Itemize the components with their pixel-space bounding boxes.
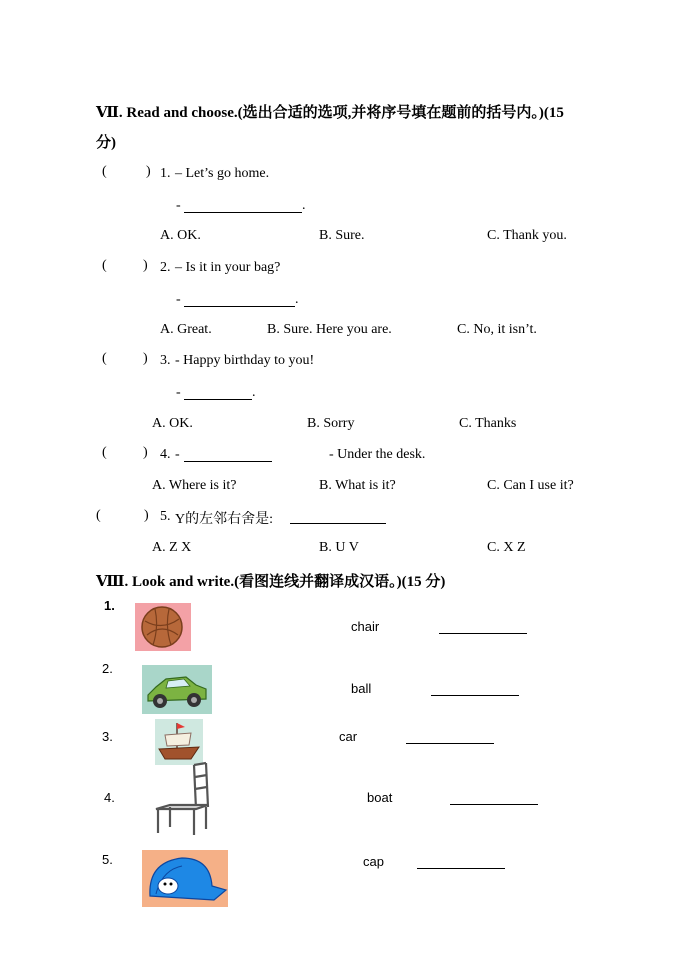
- option-c: C. Thank you.: [487, 228, 567, 243]
- reply-dash: -: [176, 292, 181, 307]
- answer-blank[interactable]: [290, 509, 386, 524]
- reply-end: .: [252, 385, 256, 400]
- translation-blank[interactable]: [417, 854, 505, 869]
- answer-paren-close: ): [146, 164, 151, 179]
- translation-blank[interactable]: [439, 619, 527, 634]
- question-number: 3.: [160, 353, 171, 368]
- option-b: B. What is it?: [319, 478, 396, 493]
- answer-paren-open: (: [102, 258, 107, 273]
- answer-paren-open: (: [96, 508, 101, 523]
- reply-end: .: [295, 292, 299, 307]
- option-c: C. Thanks: [459, 416, 517, 431]
- option-a: A. OK.: [160, 228, 201, 243]
- item-number: 3.: [102, 729, 113, 744]
- answer-blank[interactable]: [184, 292, 295, 307]
- ball-picture: [135, 603, 191, 651]
- option-b: B. Sorry: [307, 416, 355, 431]
- answer-blank[interactable]: [184, 447, 272, 462]
- item-number: 4.: [104, 790, 115, 805]
- question-number: 4.: [160, 447, 171, 462]
- option-c: C. Can I use it?: [487, 478, 574, 493]
- item-word: cap: [363, 854, 384, 869]
- chair-picture: [150, 761, 212, 837]
- question-dash: -: [175, 447, 180, 462]
- question-prompt: – Let’s go home.: [175, 166, 270, 181]
- question-number: 5.: [160, 509, 171, 524]
- section-8-title: Ⅷ. Look and write.(看图连线并翻译成汉语。)(15 分): [96, 574, 446, 590]
- translation-blank[interactable]: [431, 681, 519, 696]
- option-c: C. X Z: [487, 540, 526, 555]
- answer-paren-open: (: [102, 351, 107, 366]
- section-7-title-cont: 分): [96, 135, 116, 151]
- option-a: A. Z X: [152, 540, 192, 555]
- option-a: A. Where is it?: [152, 478, 237, 493]
- translation-blank[interactable]: [406, 729, 494, 744]
- item-word: ball: [351, 681, 372, 696]
- option-b: B. U V: [319, 540, 359, 555]
- answer-blank[interactable]: [184, 385, 252, 400]
- answer-paren-close: ): [144, 508, 149, 523]
- option-a: A. Great.: [160, 322, 212, 337]
- question-reply: - Under the desk.: [329, 447, 426, 462]
- boat-picture: [155, 719, 203, 765]
- item-number: 5.: [102, 852, 113, 867]
- answer-paren-close: ): [143, 258, 148, 273]
- option-a: A. OK.: [152, 416, 193, 431]
- translation-blank[interactable]: [450, 790, 538, 805]
- reply-dash: -: [176, 385, 181, 400]
- option-b: B. Sure.: [319, 228, 365, 243]
- question-number: 2.: [160, 260, 171, 275]
- car-picture: [142, 665, 212, 714]
- answer-paren-open: (: [102, 164, 107, 179]
- item-word: car: [339, 729, 358, 744]
- answer-blank[interactable]: [184, 198, 302, 213]
- item-number: 1.: [104, 598, 115, 613]
- cap-picture: [142, 850, 228, 907]
- item-word: boat: [367, 790, 393, 805]
- question-number: 1.: [160, 166, 171, 181]
- answer-paren-open: (: [102, 445, 107, 460]
- question-prompt: - Happy birthday to you!: [175, 353, 315, 368]
- question-prompt: Y的左邻右舍是:: [175, 512, 273, 527]
- option-c: C. No, it isn’t.: [457, 322, 537, 337]
- answer-paren-close: ): [143, 351, 148, 366]
- question-prompt: – Is it in your bag?: [175, 260, 281, 275]
- reply-end: .: [302, 198, 306, 213]
- item-word: chair: [351, 619, 380, 634]
- section-7-title: Ⅶ. Read and choose.(选出合适的选项,并将序号填在题前的括号内。)(15: [96, 105, 564, 121]
- item-number: 2.: [102, 661, 113, 676]
- option-b: B. Sure. Here you are.: [267, 322, 392, 337]
- reply-dash: -: [176, 198, 181, 213]
- answer-paren-close: ): [143, 445, 148, 460]
